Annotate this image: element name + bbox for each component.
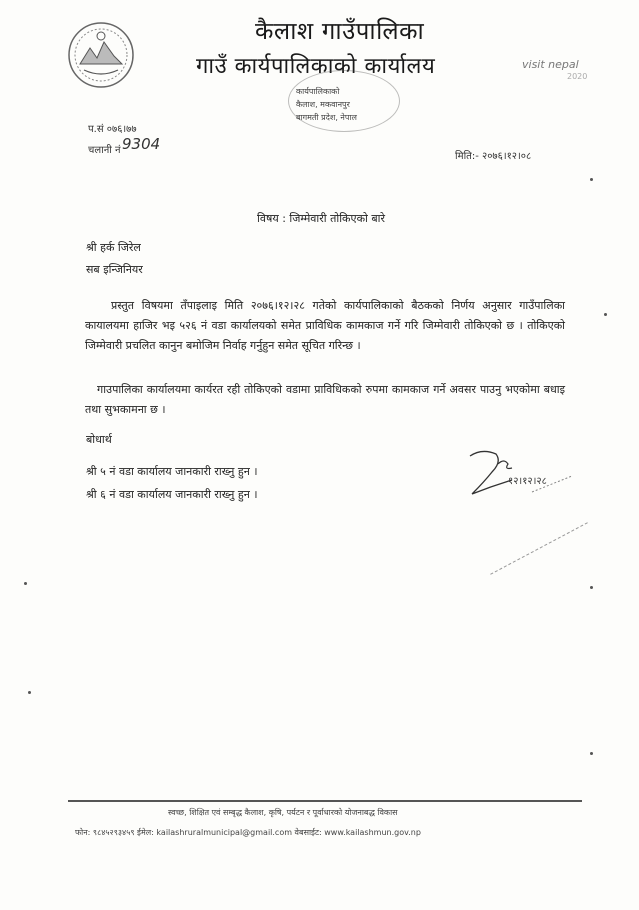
visit-nepal-year: 2020 (567, 72, 588, 81)
municipality-title: कैलाश गाउँपालिका (255, 17, 425, 45)
office-title: गाउँ कार्यपालिकाको कार्यालय (196, 54, 436, 79)
signature-date: १२।१२।२८ (508, 476, 547, 487)
body-paragraph-2: गाउपालिका कार्यालयमा कार्यरत रही तोकिएको वडामा प्राविधिकको रुपमा कामकाज गर्ने अवसर पाउनु भएकोमा बधाइ तथा सुभकामना छ । (85, 383, 565, 416)
stamp-mark (490, 522, 588, 575)
chalani-number: 9304 (122, 135, 161, 153)
cc-label: बोधार्थ (86, 433, 112, 446)
chalani-label: चलानी नं (88, 145, 121, 156)
scan-speck (604, 313, 607, 316)
scan-speck (590, 586, 593, 589)
body-paragraph-1: प्रस्तुत विषयमा तँपाइलाइ मिति २०७६।१२।२८ गतेको कार्यपालिकाको बैठकको निर्णय अनुसार गाउँपालिका कायालयमा हाजिर भइ ५२६ नं वडा कार्यालयको समेत प्राविधिक कामकाज गर्ने गरि जिम्मेवारी तोकिएको छ । तोकिएको जिम्मेवारी प्रचलित कानुन बमोजिम निर्वाह गर्नुहुन समेत सूचित गरिन्छ । (85, 299, 565, 352)
cc-item-2: श्री ६ नं वडा कार्यालय जानकारी राख्नु हुन । (86, 488, 258, 501)
address-line-2: कैलाश, मकवानपुर (296, 100, 350, 109)
scan-speck (590, 752, 593, 755)
footer-contact: फोन: ९८४५२९३४५९ ईमेल: kailashruralmunicipal@gmail.com वेबसाईट: www.kailashmun.gov.np (75, 828, 421, 837)
scan-speck (590, 178, 593, 181)
signature (462, 442, 577, 507)
recipient-title: सब इन्जिनियर (86, 263, 143, 276)
address-line-3: बागमती प्रदेश, नेपाल (296, 113, 357, 122)
footer-divider (68, 800, 582, 802)
address-line-1: कार्यपालिकाको (296, 87, 340, 96)
scan-speck (24, 582, 27, 585)
nepal-government-emblem (66, 20, 136, 90)
letter-subject: विषय : जिम्मेवारी तोकिएको बारे (257, 212, 386, 225)
reference-number: प.सं ०७६।७७ (88, 124, 137, 135)
scan-speck (28, 691, 31, 694)
letter-date: मिति:- २०७६।१२।०८ (455, 151, 532, 162)
recipient-name: श्री हर्क जिरेल (86, 241, 141, 254)
visit-nepal-logo: visit nepal (522, 58, 579, 71)
footer-slogan: स्वच्छ, शिक्षित एवं सम्बृद्ध कैलाश, कृषि, पर्यटन र पूर्वाधारको योजनाबद्ध विकास (168, 808, 398, 817)
cc-item-1: श्री ५ नं वडा कार्यालय जानकारी राख्नु हुन । (86, 465, 258, 478)
